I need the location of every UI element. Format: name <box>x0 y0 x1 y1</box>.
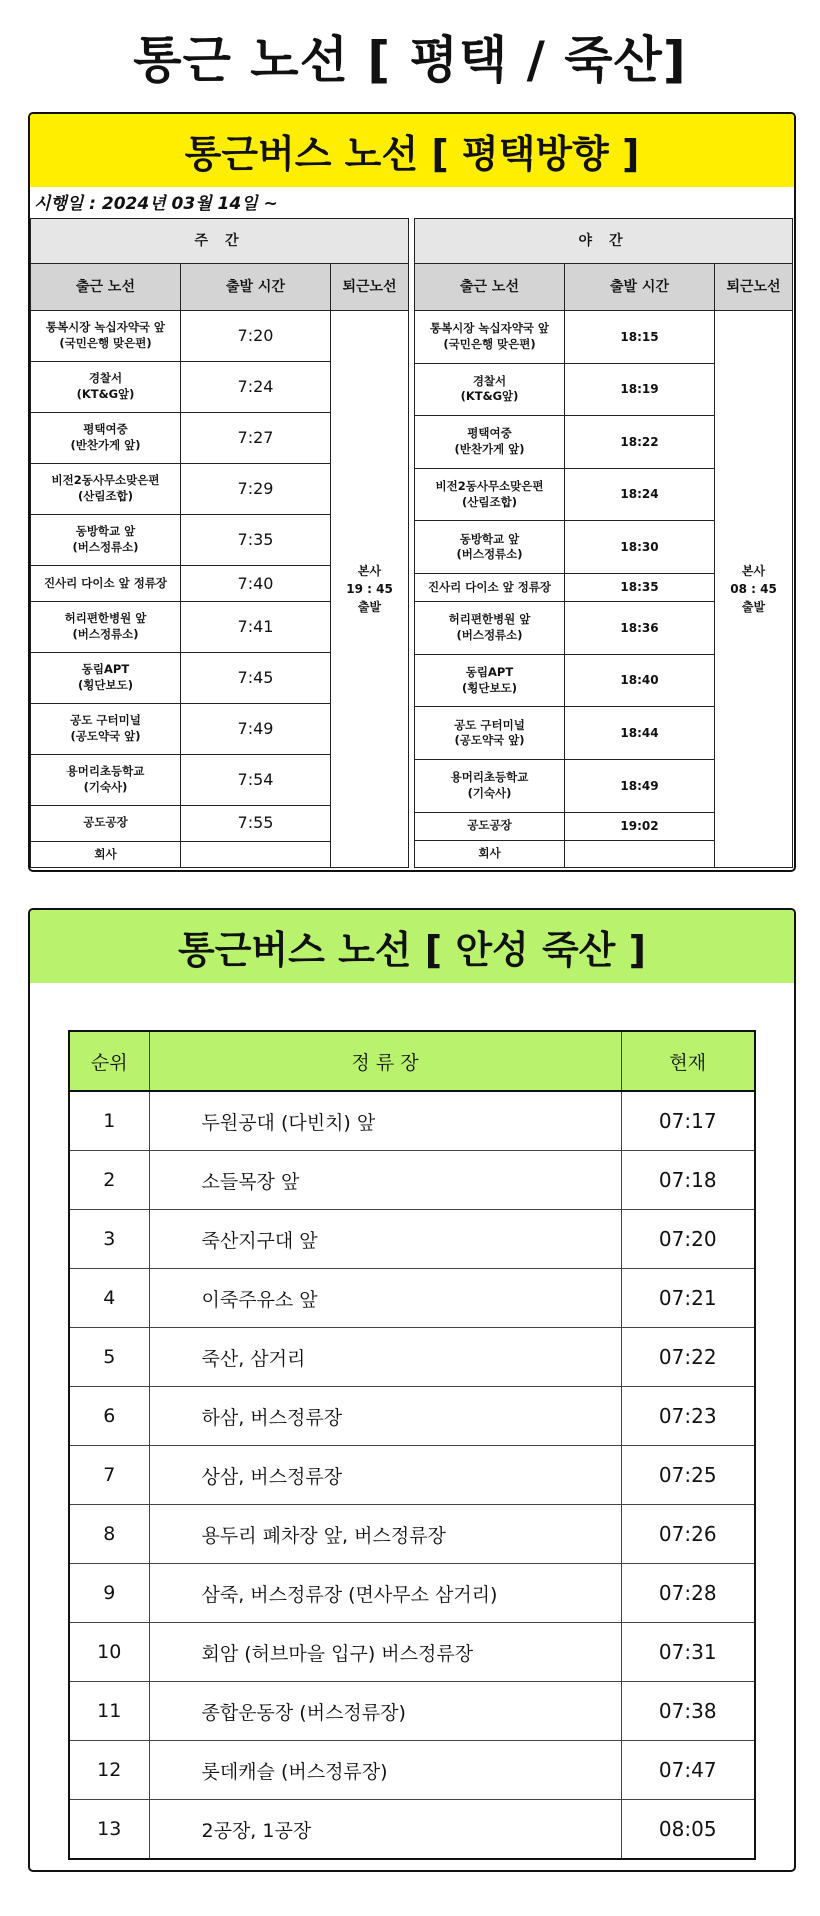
departure-time: 7:54 <box>181 754 331 805</box>
departure-time: 18:44 <box>565 707 715 760</box>
stop-rank: 9 <box>69 1564 149 1623</box>
departure-time: 7:27 <box>181 412 331 463</box>
departure-time: 18:49 <box>565 759 715 812</box>
stop-rank: 13 <box>69 1800 149 1860</box>
juksan-route-row <box>69 1210 755 1269</box>
juksan-route-row <box>69 1269 755 1328</box>
juksan-route-row <box>69 1446 755 1505</box>
night-stop-cell <box>415 812 565 840</box>
stop-name: 비전2동사무소맞은편 <box>435 479 544 494</box>
stop-name: 공도공장 <box>83 815 128 830</box>
night-stop-cell <box>415 840 565 867</box>
night-stop-cell <box>415 521 565 574</box>
return-route-line: 본사 <box>357 564 382 578</box>
stop-name: 두원공대 (다빈치) 앞 <box>149 1091 621 1151</box>
current-time: 07:23 <box>621 1387 755 1446</box>
day-schedule-table <box>30 218 409 868</box>
stop-name: (반찬가게 앞) <box>454 441 525 456</box>
stop-name: 허리편한병원 앞 <box>64 611 147 626</box>
departure-time: 19:02 <box>565 812 715 840</box>
current-time: 07:47 <box>621 1741 755 1800</box>
stop-name: 회사 <box>94 846 117 861</box>
pyeongtaek-route-card <box>28 112 796 872</box>
return-route-line: 08 : 45 <box>730 582 777 596</box>
current-time: 07:21 <box>621 1269 755 1328</box>
stop-name: 통복시장 녹십자약국 앞 <box>429 321 550 336</box>
departure-time: 18:40 <box>565 654 715 707</box>
day-stop-cell <box>31 565 181 601</box>
stop-rank: 3 <box>69 1210 149 1269</box>
juksan-route-row <box>69 1741 755 1800</box>
current-time: 07:25 <box>621 1446 755 1505</box>
juksan-route-row <box>69 1623 755 1682</box>
day-column-header: 출발 시간 <box>181 264 331 311</box>
departure-time: 7:29 <box>181 463 331 514</box>
day-stop-cell <box>31 601 181 652</box>
day-section-header <box>31 219 409 264</box>
day-stop-cell <box>31 463 181 514</box>
night-stop-cell <box>415 311 565 364</box>
departure-time: 7:41 <box>181 601 331 652</box>
stop-name: (KT&G앞) <box>460 389 519 404</box>
departure-time: 18:22 <box>565 416 715 469</box>
stop-name: 용두리 폐차장 앞, 버스정류장 <box>149 1505 621 1564</box>
stop-name: 동방학교 앞 <box>75 524 136 539</box>
juksan-route-row <box>69 1091 755 1151</box>
stop-name: 동림APT <box>465 665 514 680</box>
stop-name: (횡단보도) <box>78 677 133 692</box>
return-route-line: 출발 <box>357 600 382 614</box>
night-stop-cell <box>415 654 565 707</box>
stop-name: (국민은행 맞은편) <box>443 336 536 351</box>
night-schedule-table <box>414 218 793 868</box>
night-section-header <box>415 219 793 264</box>
current-time: 07:28 <box>621 1564 755 1623</box>
stop-name: 종합운동장 (버스정류장) <box>149 1682 621 1741</box>
day-stop-cell <box>31 703 181 754</box>
night-stop-cell <box>415 363 565 416</box>
day-stop-cell <box>31 841 181 867</box>
current-time: 07:22 <box>621 1328 755 1387</box>
night-stop-cell <box>415 602 565 655</box>
stop-name: 평택여중 <box>83 422 128 437</box>
stop-name: 2공장, 1공장 <box>149 1800 621 1860</box>
stop-name: (산림조합) <box>78 488 133 503</box>
stop-name: 공도 구터미널 <box>454 717 525 732</box>
stop-name: (산림조합) <box>462 494 517 509</box>
stop-name: 진사리 다이소 앞 정류장 <box>427 579 552 594</box>
stop-name: 통복시장 녹십자약국 앞 <box>45 320 166 335</box>
stop-name: 소들목장 앞 <box>149 1151 621 1210</box>
day-stop-cell <box>31 311 181 362</box>
stop-name: (반찬가게 앞) <box>70 437 141 452</box>
juksan-column-header: 순위 <box>69 1031 149 1091</box>
stop-rank: 6 <box>69 1387 149 1446</box>
night-column-headers <box>415 264 793 311</box>
departure-time: 18:19 <box>565 363 715 416</box>
juksan-column-header: 정 류 장 <box>149 1031 621 1091</box>
departure-time: 18:15 <box>565 311 715 364</box>
stop-name: 회암 (허브마을 입구) 버스정류장 <box>149 1623 621 1682</box>
night-stop-cell <box>415 468 565 521</box>
stop-name: 경찰서 <box>472 373 507 388</box>
day-column-headers <box>31 264 409 311</box>
day-column-header: 퇴근노선 <box>331 264 409 311</box>
day-section-label: 주 간 <box>31 219 409 264</box>
stop-rank: 11 <box>69 1682 149 1741</box>
stop-name: 죽산지구대 앞 <box>149 1210 621 1269</box>
stop-name: (횡단보도) <box>462 680 517 695</box>
night-schedule-row <box>415 311 793 364</box>
stop-name: 동방학교 앞 <box>459 531 520 546</box>
current-time: 07:17 <box>621 1091 755 1151</box>
juksan-route-row <box>69 1505 755 1564</box>
day-stop-cell <box>31 514 181 565</box>
stop-name: (버스정류소) <box>72 539 139 554</box>
stop-name: 공도 구터미널 <box>70 713 141 728</box>
departure-time <box>181 841 331 867</box>
stop-name: (버스정류소) <box>456 547 523 562</box>
stop-name: (기숙사) <box>83 779 128 794</box>
juksan-route-title: 통근버스 노선 [ 안성 죽산 ] <box>30 910 794 983</box>
current-time: 07:26 <box>621 1505 755 1564</box>
current-time: 08:05 <box>621 1800 755 1860</box>
stop-name: 롯데캐슬 (버스정류장) <box>149 1741 621 1800</box>
night-column-header: 출근 노선 <box>415 264 565 311</box>
stop-name: 용머리초등학교 <box>66 764 145 779</box>
night-stop-cell <box>415 759 565 812</box>
current-time: 07:18 <box>621 1151 755 1210</box>
stop-rank: 12 <box>69 1741 149 1800</box>
stop-rank: 2 <box>69 1151 149 1210</box>
stop-name: 진사리 다이소 앞 정류장 <box>43 575 168 590</box>
stop-name: (국민은행 맞은편) <box>59 335 152 350</box>
stop-rank: 7 <box>69 1446 149 1505</box>
night-stop-cell <box>415 707 565 760</box>
current-time: 07:38 <box>621 1682 755 1741</box>
juksan-route-row <box>69 1800 755 1860</box>
departure-time: 7:55 <box>181 805 331 841</box>
day-return-route <box>331 311 409 868</box>
departure-time: 7:24 <box>181 361 331 412</box>
departure-time: 7:49 <box>181 703 331 754</box>
stop-name: 동림APT <box>81 662 130 677</box>
night-return-route <box>715 311 793 868</box>
day-schedule-row <box>31 311 409 362</box>
departure-time: 7:40 <box>181 565 331 601</box>
juksan-route-row <box>69 1151 755 1210</box>
day-stop-cell <box>31 805 181 841</box>
stop-name: 경찰서 <box>88 371 123 386</box>
stop-name: (공도약국 앞) <box>70 728 141 743</box>
stop-name: 평택여중 <box>467 426 512 441</box>
stop-name: 회사 <box>478 846 501 861</box>
juksan-route-row <box>69 1682 755 1741</box>
departure-time: 18:36 <box>565 602 715 655</box>
juksan-route-row <box>69 1564 755 1623</box>
juksan-column-headers <box>69 1031 755 1091</box>
stop-name: (공도약국 앞) <box>454 733 525 748</box>
stop-name: 이죽주유소 앞 <box>149 1269 621 1328</box>
stop-name: 용머리초등학교 <box>450 770 529 785</box>
departure-time: 18:35 <box>565 573 715 601</box>
page-title: 통근 노선 [ 평택 / 죽산] <box>133 31 687 89</box>
stop-name: 삼죽, 버스정류장 (면사무소 삼거리) <box>149 1564 621 1623</box>
stop-name: 상삼, 버스정류장 <box>149 1446 621 1505</box>
day-stop-cell <box>31 754 181 805</box>
pyeongtaek-route-title: 통근버스 노선 [ 평택방향 ] <box>30 114 794 187</box>
current-time: 07:31 <box>621 1623 755 1682</box>
juksan-route-table <box>68 1030 756 1860</box>
night-section-label: 야 간 <box>415 219 793 264</box>
departure-time: 7:45 <box>181 652 331 703</box>
effective-date: 시행일 : 2024년 03월 14일 ~ <box>34 194 278 214</box>
departure-time <box>565 840 715 867</box>
stop-name: 공도공장 <box>467 818 512 833</box>
stop-rank: 5 <box>69 1328 149 1387</box>
juksan-route-row <box>69 1387 755 1446</box>
return-route-line: 19 : 45 <box>346 582 393 596</box>
juksan-route-row <box>69 1328 755 1387</box>
stop-rank: 1 <box>69 1091 149 1151</box>
departure-time: 18:30 <box>565 521 715 574</box>
stop-name: 하삼, 버스정류장 <box>149 1387 621 1446</box>
day-column-header: 출근 노선 <box>31 264 181 311</box>
stop-name: 비전2동사무소맞은편 <box>51 473 160 488</box>
day-stop-cell <box>31 652 181 703</box>
night-column-header: 퇴근노선 <box>715 264 793 311</box>
juksan-column-header: 현재 <box>621 1031 755 1091</box>
night-column-header: 출발 시간 <box>565 264 715 311</box>
stop-name: (버스정류소) <box>72 626 139 641</box>
departure-time: 7:35 <box>181 514 331 565</box>
day-stop-cell <box>31 361 181 412</box>
return-route-line: 본사 <box>741 564 766 578</box>
stop-rank: 10 <box>69 1623 149 1682</box>
stop-name: (버스정류소) <box>456 627 523 642</box>
stop-rank: 4 <box>69 1269 149 1328</box>
night-stop-cell <box>415 416 565 469</box>
departure-time: 7:20 <box>181 311 331 362</box>
stop-name: (기숙사) <box>467 785 512 800</box>
return-route-line: 출발 <box>741 600 766 614</box>
night-stop-cell <box>415 573 565 601</box>
stop-name: 죽산, 삼거리 <box>149 1328 621 1387</box>
current-time: 07:20 <box>621 1210 755 1269</box>
departure-time: 18:24 <box>565 468 715 521</box>
juksan-route-card <box>28 908 796 1872</box>
stop-rank: 8 <box>69 1505 149 1564</box>
stop-name: (KT&G앞) <box>76 386 135 401</box>
day-stop-cell <box>31 412 181 463</box>
stop-name: 허리편한병원 앞 <box>448 612 531 627</box>
